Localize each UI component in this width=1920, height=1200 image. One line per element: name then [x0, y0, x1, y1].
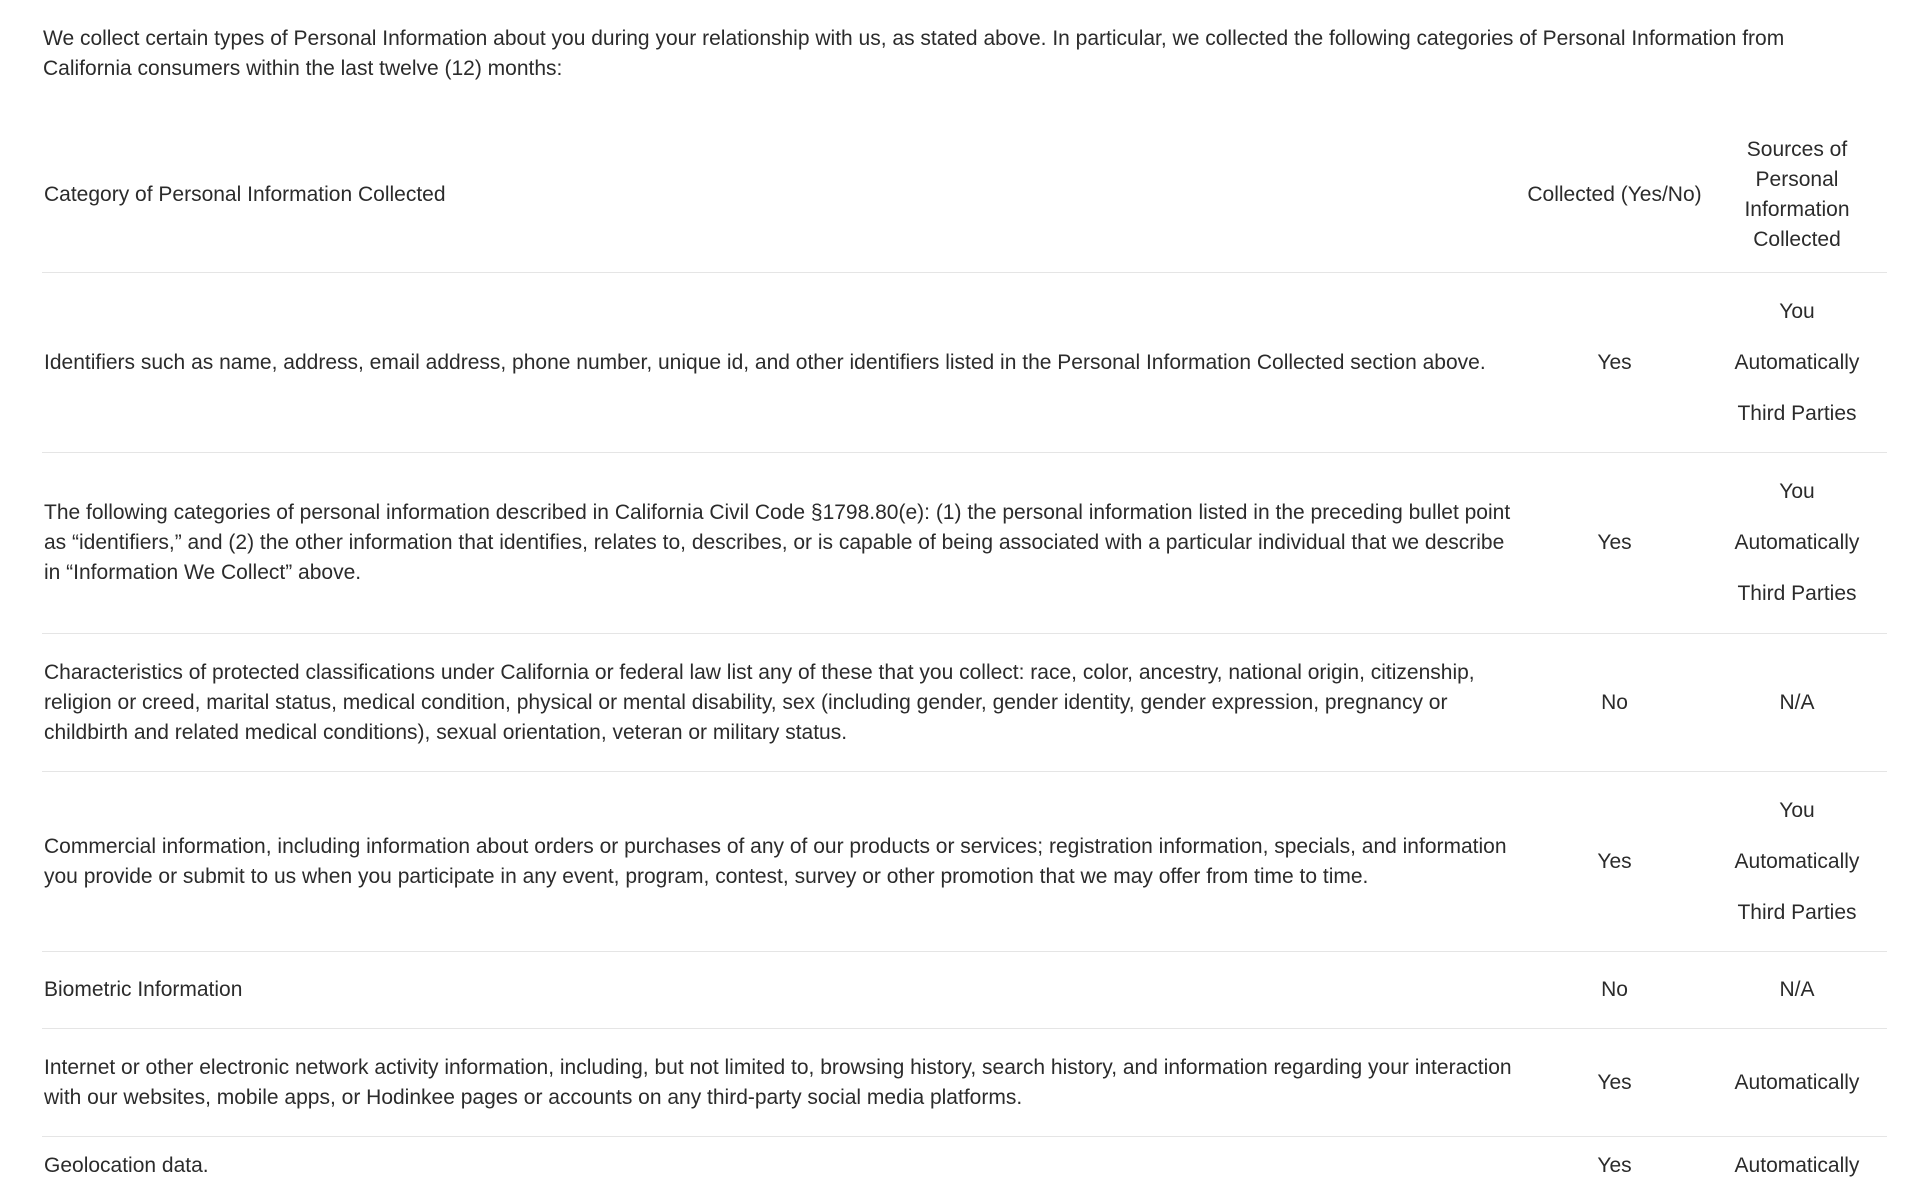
row-sources-cell [1707, 634, 1887, 772]
row-category-geolocation: Geolocation data. [42, 1137, 1522, 1200]
row-sources-cell [1707, 273, 1887, 453]
source-item: You [1779, 480, 1815, 503]
row-collected-value: Yes [1522, 772, 1707, 952]
row-sources-cell [1707, 952, 1887, 1029]
source-item: Automatically [1734, 531, 1860, 554]
header-collected: Collected (Yes/No) [1522, 118, 1707, 273]
source-item: N/A [1779, 690, 1815, 714]
header-sources: Sources of Personal Information Collected [1707, 118, 1887, 273]
intro-paragraph: We collect certain types of Personal Information about you during your relationship with us, as stated above. In particular, we collected the following categories of Personal Information from California consumers within the last twelve (12) months: [43, 27, 1785, 80]
row-category-commercial: Commercial information, including information about orders or purchases of any of our products or services; registration information, specials, and information you provide or submit to us when you participate in any event, program, contest, survey or other promotion that we may offer from time to time. [42, 772, 1522, 952]
source-item: Automatically [1734, 1070, 1860, 1094]
table-row [42, 952, 1887, 1029]
table-row [42, 1029, 1887, 1137]
source-item: Automatically [1734, 849, 1860, 873]
table-header-row [42, 118, 1887, 273]
source-item: Automatically [1734, 1154, 1860, 1177]
header-category: Category of Personal Information Collected [42, 118, 1522, 273]
table-row [42, 273, 1887, 453]
row-sources-cell [1707, 772, 1887, 952]
personal-information-table [42, 118, 1887, 1200]
row-collected-value: Yes [1522, 273, 1707, 453]
row-collected-value: No [1522, 634, 1707, 772]
row-category-network-activity: Internet or other electronic network activity information, including, but not limited to, browsing history, search history, and information regarding your interaction with our websites, mobile apps, or Hodinkee pages or accounts on any third-party social media platforms. [42, 1029, 1522, 1137]
source-item: Automatically [1734, 350, 1860, 374]
row-sources-cell [1707, 1029, 1887, 1137]
row-collected-value: Yes [1522, 1029, 1707, 1137]
row-sources-cell [1707, 453, 1887, 634]
table-row [42, 453, 1887, 634]
row-category-biometric: Biometric Information [42, 952, 1522, 1029]
row-sources-cell [1707, 1137, 1887, 1200]
source-item: Third Parties [1737, 582, 1857, 605]
row-category-protected-classifications: Characteristics of protected classifications under California or federal law list any of these that you collect: race, color, ancestry, national origin, citizenship, religion or creed, marital status, medical condition, physical or mental disability, sex (including gender, gender identity, gender expression, pregnancy or childbirth and related medical conditions), sexual orientation, veteran or military status. [42, 634, 1522, 772]
row-category-civil-code: The following categories of personal information described in California Civil Code §1798.80(e): (1) the personal information listed in the preceding bullet point as “identifiers,” and (2) the other information that identifies, relates to, describes, or is capable of being associated with a particular individual that we describe in “Information We Collect” above. [42, 453, 1522, 634]
source-item: You [1779, 798, 1815, 822]
table-row [42, 634, 1887, 772]
row-collected-value: Yes [1522, 453, 1707, 634]
row-category-identifiers: Identifiers such as name, address, email address, phone number, unique id, and other identifiers listed in the Personal Information Collected section above. [42, 273, 1522, 453]
source-item: N/A [1779, 978, 1815, 1001]
source-item: You [1779, 299, 1815, 323]
row-collected-value: Yes [1522, 1137, 1707, 1200]
row-collected-value: No [1522, 952, 1707, 1029]
table-row [42, 1137, 1887, 1200]
table-row [42, 772, 1887, 952]
source-item: Third Parties [1737, 900, 1857, 924]
source-item: Third Parties [1737, 401, 1857, 425]
